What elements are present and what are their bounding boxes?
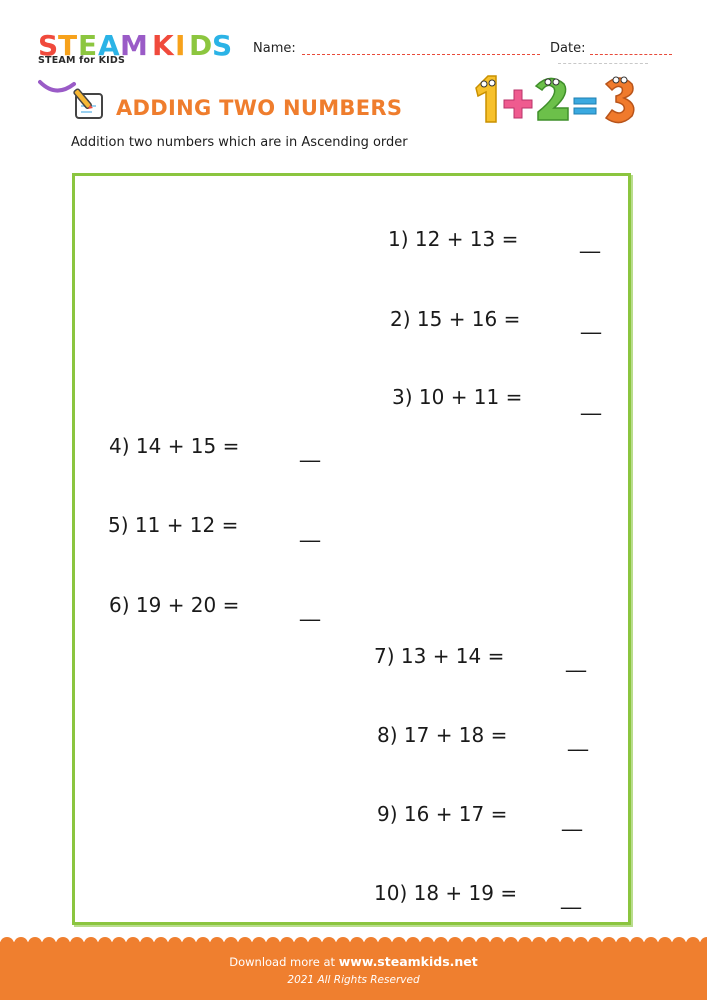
logo-letter: S [38, 29, 59, 62]
footer-download [0, 954, 707, 969]
answer-blank-1[interactable]: __ [580, 229, 600, 253]
problem-7: 7) 13 + 14 = [374, 644, 505, 668]
problem-4: 4) 14 + 15 = [109, 434, 240, 458]
logo-letter: S [212, 29, 233, 62]
date-field[interactable] [590, 54, 672, 55]
logo-letter: E [78, 29, 98, 62]
problem-10: 10) 18 + 19 = [374, 881, 518, 905]
logo-letter: I [175, 29, 186, 62]
page-title: ADDING TWO NUMBERS [116, 96, 403, 120]
steam-kids-logo [38, 30, 238, 76]
answer-blank-8[interactable]: __ [568, 727, 588, 751]
date-label: Date: [550, 41, 586, 56]
logo-letter: K [152, 29, 174, 62]
answer-blank-4[interactable]: __ [300, 438, 320, 462]
answer-blank-10[interactable]: __ [561, 885, 581, 909]
answer-blank-9[interactable]: __ [562, 807, 582, 831]
answer-blank-7[interactable]: __ [566, 648, 586, 672]
problem-6: 6) 19 + 20 = [109, 593, 240, 617]
problem-9: 9) 16 + 17 = [377, 802, 508, 826]
date-underline [558, 63, 648, 64]
logo-letter: T [58, 29, 78, 62]
problems-frame [72, 173, 631, 925]
answer-blank-5[interactable]: __ [300, 518, 320, 542]
footer-site-link[interactable]: www.steamkids.net [338, 954, 478, 969]
logo-letter: A [98, 29, 120, 62]
problem-8: 8) 17 + 18 = [377, 723, 508, 747]
problem-1: 1) 12 + 13 = [388, 227, 519, 251]
name-label: Name: [253, 41, 296, 56]
footer-download-prefix: Download more at [229, 955, 336, 969]
answer-blank-6[interactable]: __ [300, 597, 320, 621]
numbers-illustration [468, 70, 640, 128]
logo-letter: D [189, 29, 213, 62]
footer-copyright: 2021 All Rights Reserved [287, 974, 420, 986]
problem-2: 2) 15 + 16 = [390, 307, 521, 331]
footer-bar [0, 942, 707, 1000]
instructions: Addition two numbers which are in Ascending order [71, 135, 408, 150]
problem-5: 5) 11 + 12 = [108, 513, 239, 537]
answer-blank-2[interactable]: __ [581, 310, 601, 334]
logo-letter: M [120, 29, 148, 62]
problem-3: 3) 10 + 11 = [392, 385, 523, 409]
worksheet-icon [70, 86, 108, 122]
logo-tagline: STEAM for KIDS [38, 55, 126, 66]
answer-blank-3[interactable]: __ [581, 391, 601, 415]
name-field[interactable] [302, 54, 540, 55]
